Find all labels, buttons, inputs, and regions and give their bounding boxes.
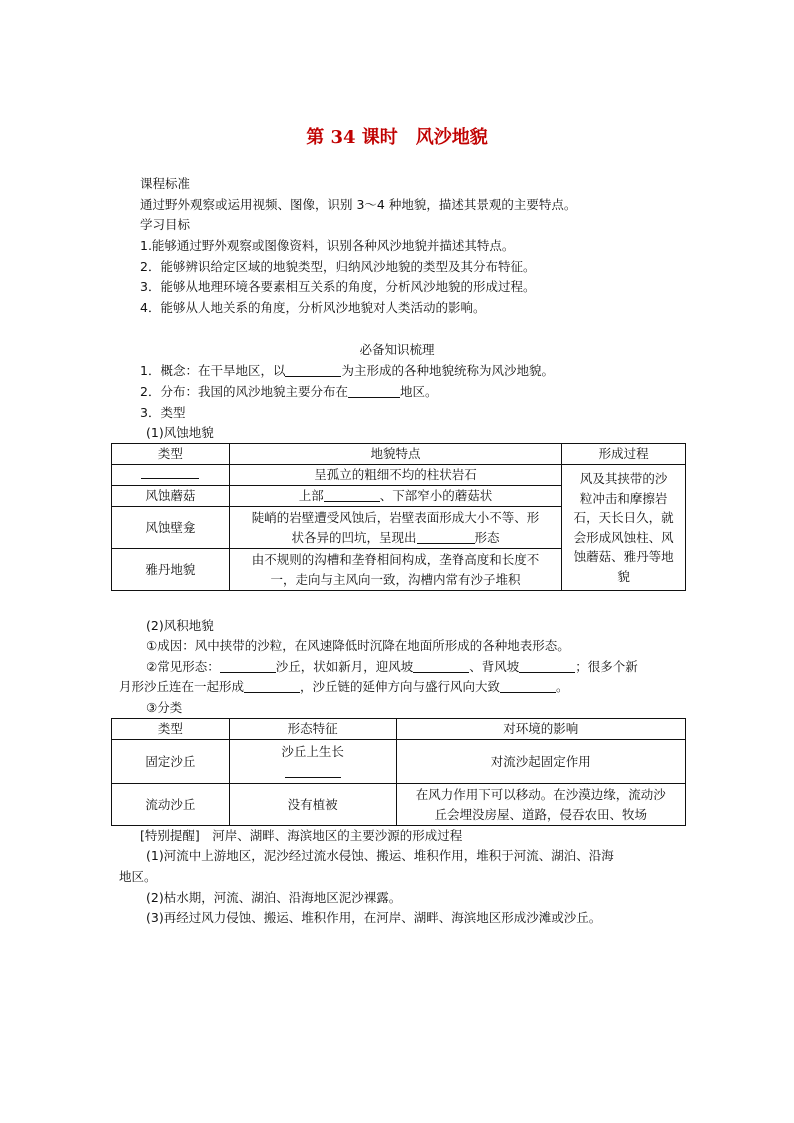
process-line: 粒冲击和摩擦岩: [579, 490, 668, 506]
table-header: 对环境的影响: [396, 719, 685, 740]
fill-blank[interactable]: [413, 658, 469, 673]
common-text-a: ②常见形态：: [146, 659, 220, 674]
goal-item: 1.能够通过野外观察或图像资料，识别各种风沙地貌并描述其特点。: [140, 238, 515, 253]
process-line: 会形成风蚀柱、风: [573, 529, 674, 545]
fill-blank[interactable]: [417, 529, 475, 544]
table-header: 形成过程: [562, 444, 686, 465]
feature-line: [234, 762, 392, 782]
feature-text-b: 、下部窄小的蘑菇状: [379, 488, 493, 503]
feature-text-a: 上部: [298, 488, 324, 503]
impact-cell: [396, 784, 685, 826]
standard-heading: 课程标准: [140, 176, 191, 191]
fill-blank[interactable]: [220, 658, 276, 673]
fill-blank[interactable]: [141, 466, 199, 479]
common-text-d: ；很多个新: [575, 659, 638, 674]
table-row: [112, 784, 686, 826]
process-line: 貌: [617, 568, 630, 584]
common2-text-b: ，沙丘链的延伸方向与盛行风向大致: [300, 679, 501, 694]
feature-cell: [229, 507, 561, 549]
types-heading: 3．类型: [140, 405, 186, 420]
page-title: 第 34 课时 风沙地貌: [306, 127, 488, 148]
tip-line: (3)再经过风力侵蚀、搬运、堆积作用，在河岸、湖畔、海滨地区形成沙滩或沙丘。: [146, 910, 602, 925]
type-cell: [112, 465, 230, 486]
distribution-text-b: 地区。: [399, 384, 438, 399]
table-row: [112, 465, 686, 486]
distribution-text-a: 2．分布：我国的风沙地貌主要分布在: [140, 384, 348, 399]
fill-blank[interactable]: [500, 678, 556, 693]
deposition-common-line: [146, 657, 706, 677]
table-row: [112, 740, 686, 784]
process-line: 风及其挟带的沙: [579, 471, 668, 486]
concept-text-a: 1．概念：在干旱地区，以: [140, 363, 286, 378]
goal-item: 3．能够从地理环境各要素相互关系的角度，分析风沙地貌的形成过程。: [140, 279, 536, 294]
feature-cell: [229, 549, 561, 591]
feature-cell: 没有植被: [229, 784, 396, 826]
tip-line: 地区。: [119, 869, 157, 884]
type-cell: 风蚀壁龛: [112, 507, 230, 549]
feature-line: 一，走向与主风向一致，沟槽内常有沙子堆积: [270, 571, 521, 587]
feature-cell: [229, 486, 561, 507]
deposition-cause: ①成因：风中挟带的沙粒，在风速降低时沉降在地面所形成的各种地表形态。: [146, 638, 570, 653]
tip-line: (1)河流中上游地区，泥沙经过流水侵蚀、搬运、堆积作用，堆积于河流、湖泊、沿海: [146, 848, 614, 863]
type-cell: 雅丹地貌: [112, 549, 230, 591]
table-header: 类型: [112, 719, 230, 740]
goals-heading: 学习目标: [140, 217, 191, 232]
concept-line: [140, 361, 700, 381]
feature-line: [234, 528, 557, 548]
type-cell: 流动沙丘: [112, 784, 230, 826]
type-cell: 固定沙丘: [112, 740, 230, 784]
standard-text: 通过野外观察或运用视频、图像，识别 3～4 种地貌，描述其景观的主要特点。: [140, 197, 577, 212]
fill-blank[interactable]: [348, 383, 400, 398]
table-header: 类型: [112, 444, 230, 465]
feature-text-a: 状各异的凹坑，呈现出: [291, 529, 417, 545]
table-header: 形态特征: [229, 719, 396, 740]
feature-cell: [229, 740, 396, 784]
common2-text-c: 。: [556, 679, 569, 694]
fill-blank[interactable]: [519, 658, 575, 673]
type-cell: 风蚀蘑菇: [112, 486, 230, 507]
fill-blank[interactable]: [285, 763, 341, 778]
section-heading: 必备知识梳理: [359, 342, 435, 357]
impact-line: 在风力作用下可以移动。在沙漠边缘，流动沙: [415, 786, 666, 802]
concept-text-b: 为主形成的各种地貌统称为风沙地貌。: [341, 363, 554, 378]
process-line: 蚀蘑菇、雅丹等地: [573, 549, 674, 564]
feature-line: 陡峭的岩壁遭受风蚀后，岩壁表面形成大小不等、形: [251, 509, 540, 525]
impact-cell: 对流沙起固定作用: [396, 740, 685, 784]
classification-heading: ③分类: [146, 700, 183, 715]
process-cell: [562, 465, 686, 591]
feature-text-b: 形态: [474, 529, 500, 545]
feature-cell: 呈孤立的粗细不均的柱状岩石: [229, 465, 561, 486]
erosion-heading: (1)风蚀地貌: [146, 425, 214, 440]
goal-item: 4．能够从人地关系的角度，分析风沙地貌对人类活动的影响。: [140, 300, 486, 315]
dune-table: [111, 718, 686, 826]
goal-item: 2．能够辨识给定区域的地貌类型，归纳风沙地貌的类型及其分布特征。: [140, 259, 536, 274]
tip-line: (2)枯水期，河流、湖泊、沿海地区泥沙裸露。: [146, 890, 402, 905]
process-line: 石，天长日久，就: [573, 510, 674, 525]
table-header: 地貌特点: [229, 444, 561, 465]
fill-blank[interactable]: [285, 362, 341, 377]
common-text-b: 沙丘，状如新月，迎风坡: [275, 659, 414, 674]
distribution-line: [140, 382, 700, 402]
deposition-common-line-2: [119, 677, 679, 697]
common-text-c: 、背风坡: [469, 659, 520, 674]
tip-heading: [特别提醒] 河岸、湖畔、海滨地区的主要沙源的形成过程: [140, 828, 463, 843]
common2-text-a: 月形沙丘连在一起形成: [119, 679, 245, 694]
feature-line: 由不规则的沟槽和垄脊相间构成，垄脊高度和长度不: [251, 551, 540, 567]
fill-blank[interactable]: [324, 487, 380, 502]
erosion-table: [111, 443, 686, 591]
feature-line: 沙丘上生长: [281, 743, 344, 759]
fill-blank[interactable]: [244, 678, 300, 693]
deposition-heading: (2)风积地貌: [146, 618, 214, 633]
impact-line: 丘会埋没房屋、道路，侵吞农田、牧场: [434, 806, 648, 822]
